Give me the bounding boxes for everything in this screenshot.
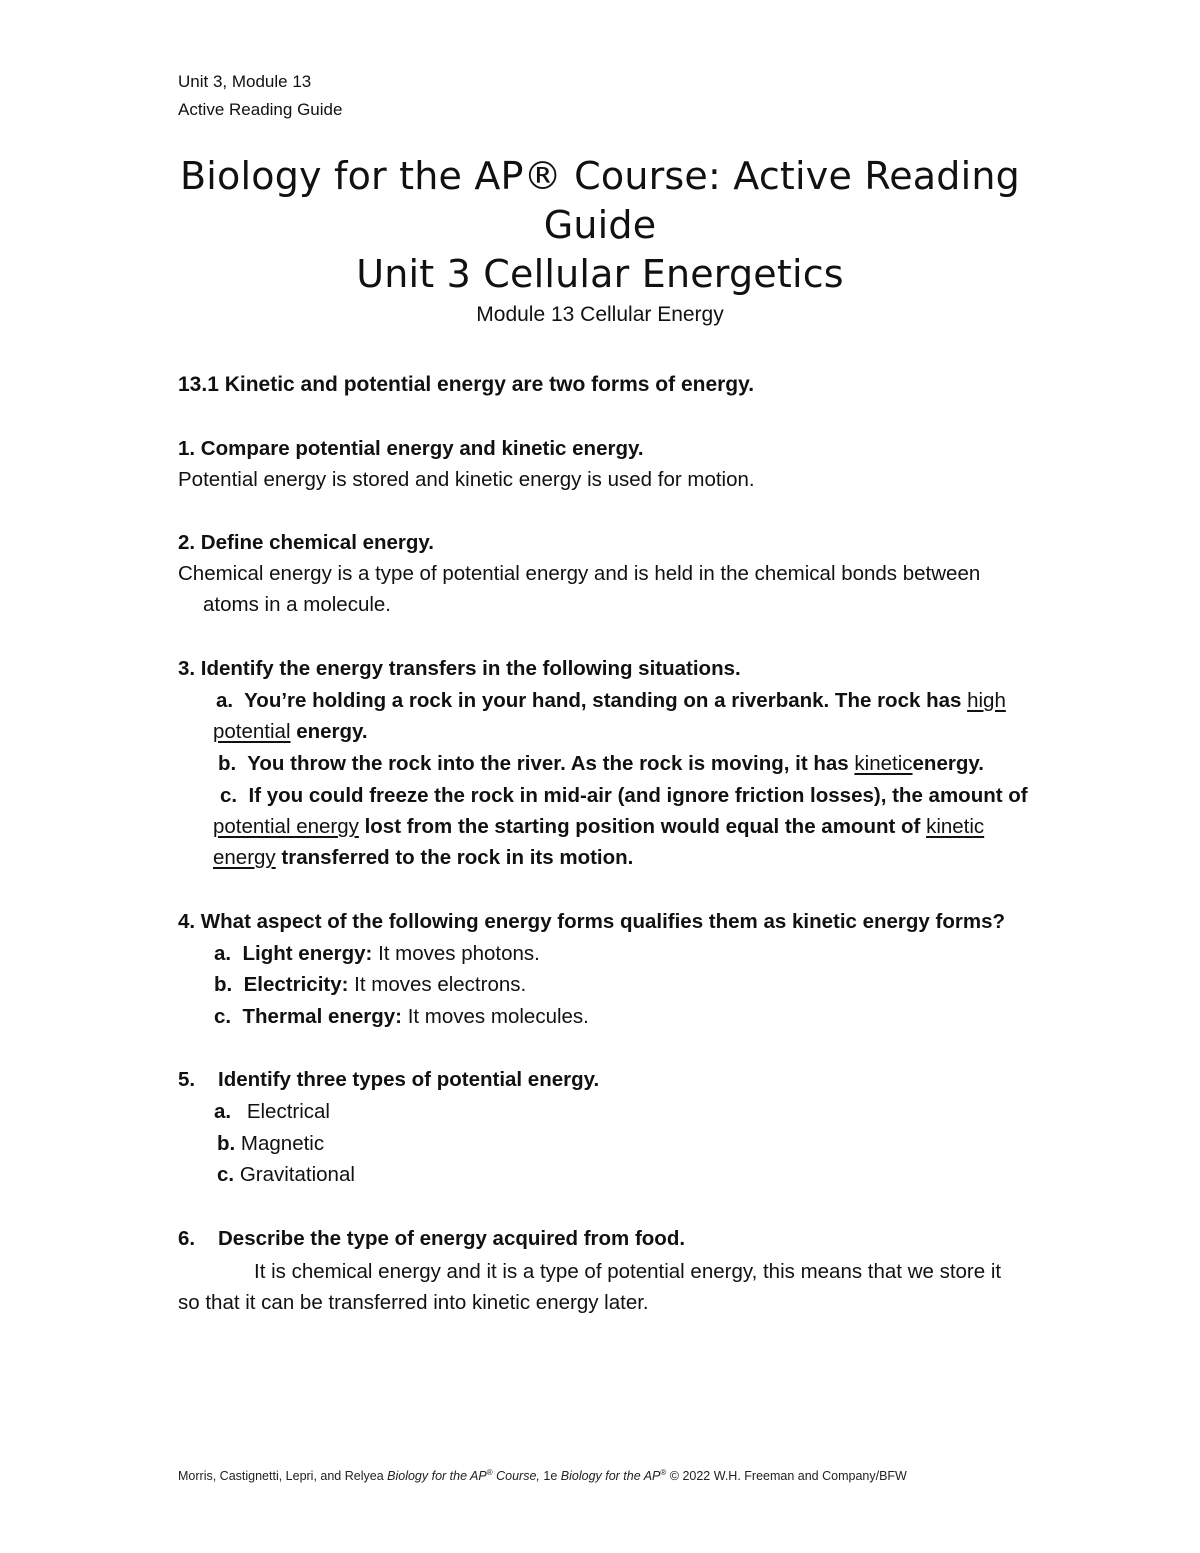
question-3c-text-end: transferred to the rock in its motion.: [281, 846, 634, 869]
question-3a-fill-high: high: [967, 689, 1006, 712]
footer-book-title-2: Biology for the AP: [560, 1469, 661, 1484]
question-3a-text: You’re holding a rock in your hand, standing on a riverbank. The rock has: [244, 689, 962, 712]
question-5-prompt: Identify three types of potential energy.: [218, 1068, 600, 1091]
question-3-prompt: 3. Identify the energy transfers in the following situations.: [178, 657, 741, 680]
question-4c-answer: It moves molecules.: [407, 1005, 589, 1028]
question-5c-marker: c.: [217, 1163, 235, 1186]
question-3c-text-mid: lost from the starting position would equal the amount of: [364, 815, 921, 838]
question-3a: [216, 688, 1006, 714]
question-2-answer-line2: atoms in a molecule.: [203, 593, 392, 616]
footer-registered-mark: ®: [486, 1468, 493, 1477]
question-1-answer: Potential energy is stored and kinetic energy is used for motion.: [178, 468, 755, 491]
question-3c-fill-energy: energy: [213, 846, 276, 869]
question-3c-fill-kinetic: kinetic: [926, 815, 985, 838]
page-title-line2: Guide: [543, 203, 657, 247]
page-title-line1: Biology for the AP® Course: Active Reading: [180, 154, 1020, 198]
question-3c-line2: [213, 814, 984, 840]
question-3c-line3: [213, 845, 633, 871]
question-3b-marker: b.: [218, 752, 237, 775]
footer-copyright: © 2022 W.H. Freeman and Company/BFW: [669, 1469, 907, 1484]
question-4c-marker: c.: [214, 1005, 232, 1028]
footer-edition: 1e: [543, 1469, 558, 1484]
question-3c: [220, 783, 1028, 809]
question-6-prompt: Describe the type of energy acquired from food.: [218, 1227, 686, 1250]
question-2-prompt: 2. Define chemical energy.: [178, 531, 434, 554]
question-5a: [214, 1099, 330, 1125]
question-2-answer-line1: Chemical energy is a type of potential energy and is held in the chemical bonds between: [178, 562, 981, 585]
question-3a-fill-potential: potential: [213, 720, 291, 743]
module-subtitle: Module 13 Cellular Energy: [476, 303, 724, 326]
question-6-number: 6.: [178, 1227, 196, 1250]
question-3b-text: You throw the rock into the river. As the rock is moving, it has: [247, 752, 849, 775]
question-3c-marker: c.: [220, 784, 238, 807]
question-4b: [214, 972, 526, 998]
question-5b-marker: b.: [217, 1132, 236, 1155]
question-6-answer-line2: so that it can be transferred into kinetic energy later.: [178, 1291, 649, 1314]
header-guide-label: Active Reading Guide: [178, 100, 343, 119]
question-6-answer-line1: It is chemical energy and it is a type of potential energy, this means that we store it: [254, 1260, 1002, 1283]
footer-authors: Morris, Castignetti, Lepri, and Relyea: [178, 1469, 384, 1484]
question-5b-text: Magnetic: [240, 1132, 325, 1155]
question-4a-answer: It moves photons.: [378, 942, 540, 965]
question-3c-fill-potential-energy: potential energy: [213, 815, 359, 838]
footer-registered-mark-2: ®: [660, 1468, 667, 1477]
page-title-unit: Unit 3 Cellular Energetics: [356, 252, 844, 296]
header-unit-module: Unit 3, Module 13: [178, 72, 312, 91]
question-5c-text: Gravitational: [239, 1163, 355, 1186]
question-5a-marker: a.: [214, 1100, 232, 1123]
question-4b-answer: It moves electrons.: [354, 973, 527, 996]
footer-book-title: Biology for the AP: [387, 1469, 487, 1484]
question-4a-marker: a.: [214, 942, 232, 965]
question-4c: [214, 1004, 589, 1030]
question-5a-text: Electrical: [246, 1100, 330, 1123]
footer-course: Course,: [496, 1469, 540, 1484]
question-3a-line2: [213, 719, 368, 745]
page-footer: [178, 1468, 907, 1483]
question-5b: [217, 1131, 324, 1157]
question-5-number: 5.: [178, 1068, 196, 1091]
question-4-prompt: 4. What aspect of the following energy forms qualifies them as kinetic energy forms?: [178, 910, 1006, 933]
question-3a-text-end: energy.: [296, 720, 368, 743]
question-5c: [217, 1162, 355, 1188]
section-heading: 13.1 Kinetic and potential energy are two forms of energy.: [178, 373, 755, 396]
question-3a-marker: a.: [216, 689, 234, 712]
question-4b-marker: b.: [214, 973, 233, 996]
question-3c-line1: If you could freeze the rock in mid-air (and ignore friction losses), the amount of: [248, 784, 1028, 807]
question-4a: [214, 941, 540, 967]
question-4c-term: Thermal energy:: [242, 1005, 403, 1028]
question-3b: [218, 751, 984, 777]
question-3b-fill-kinetic: kinetic: [854, 752, 913, 775]
question-4a-term: Light energy:: [242, 942, 373, 965]
question-4b-term: Electricity:: [243, 973, 349, 996]
question-3b-text-end: energy.: [912, 752, 984, 775]
question-1-prompt: 1. Compare potential energy and kinetic energy.: [178, 437, 644, 460]
